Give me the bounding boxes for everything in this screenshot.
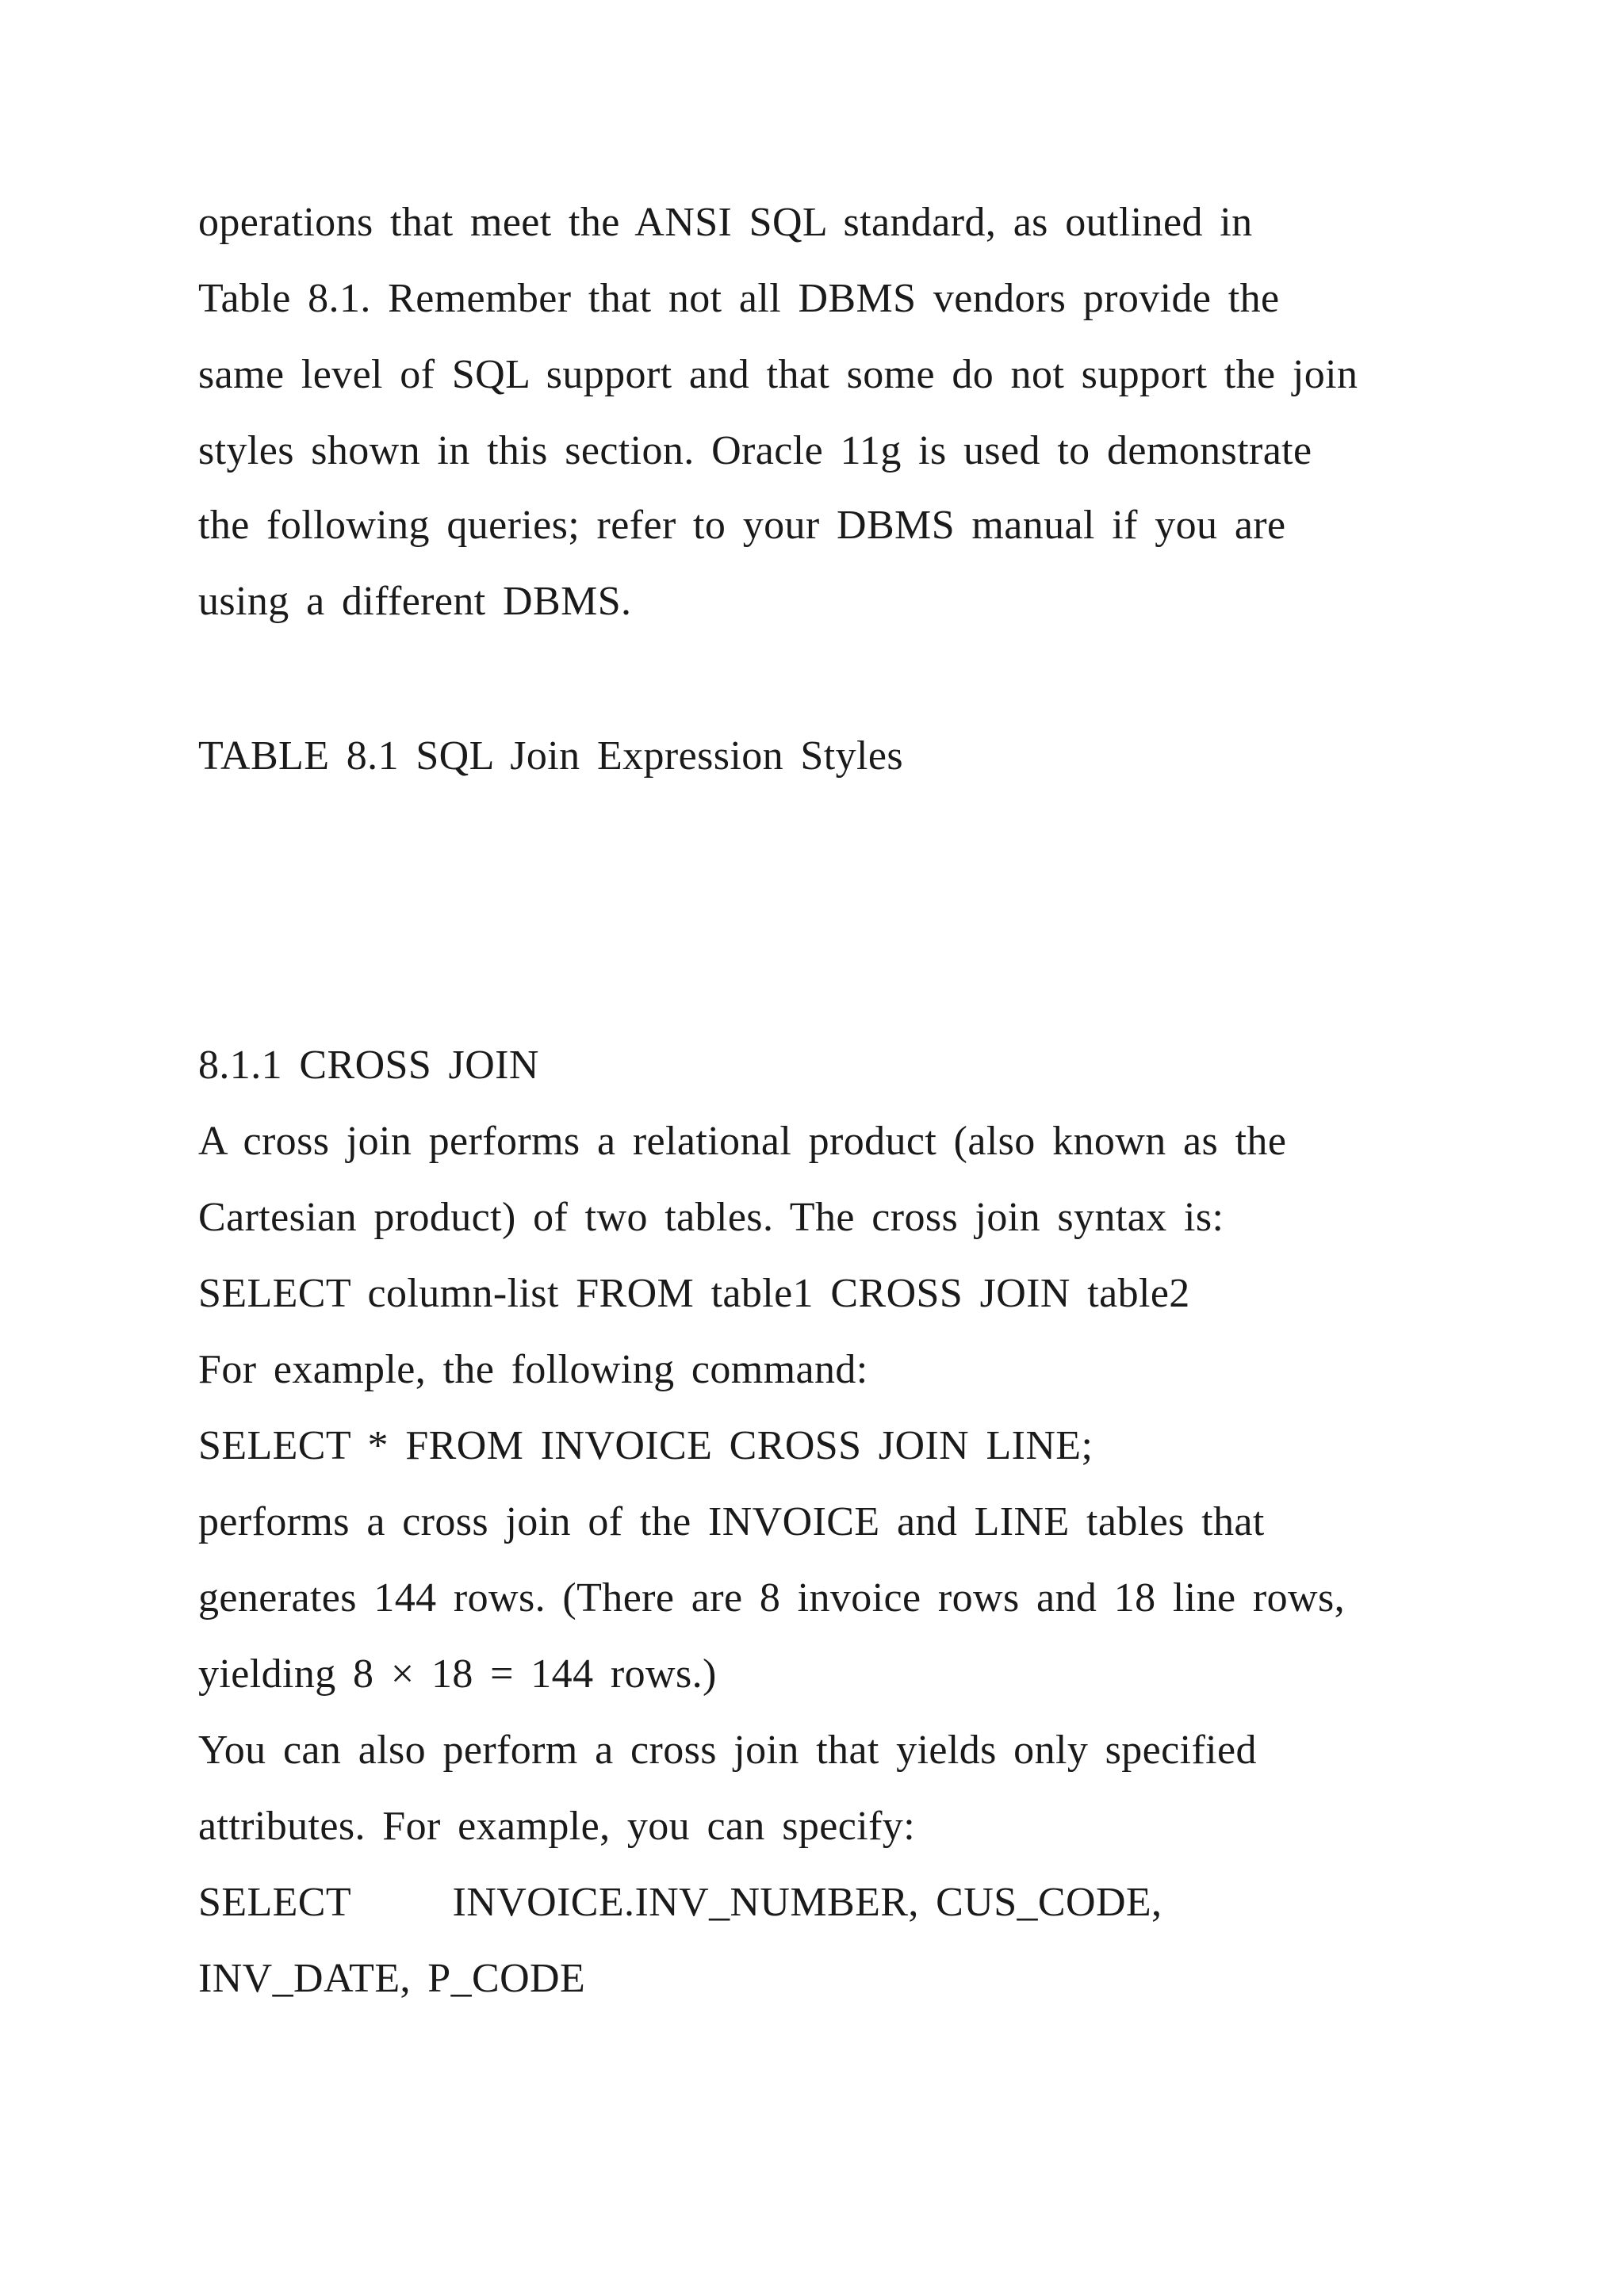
code-line-select: SELECT INVOICE.INV_NUMBER, CUS_CODE,: [198, 1880, 1162, 1925]
intro-line-5: the following queries; refer to your DBMS manual if you are: [198, 503, 1286, 548]
section-line-5: generates 144 rows. (There are 8 invoice rows and 18 line rows,: [198, 1575, 1345, 1621]
section-line-8: attributes. For example, you can specify:: [198, 1804, 916, 1849]
code-line-example: SELECT * FROM INVOICE CROSS JOIN LINE;: [198, 1423, 1094, 1468]
intro-line-1: operations that meet the ANSI SQL standard, as outlined in: [198, 200, 1253, 245]
intro-line-4: styles shown in this section. Oracle 11g is used to demonstrate: [198, 428, 1312, 473]
code-line-syntax: SELECT column-list FROM table1 CROSS JOIN table2: [198, 1271, 1190, 1316]
intro-line-3: same level of SQL support and that some do not support the join: [198, 352, 1358, 397]
section-line-4: performs a cross join of the INVOICE and LINE tables that: [198, 1499, 1265, 1544]
section-line-1: A cross join performs a relational product (also known as the: [198, 1119, 1287, 1164]
section-heading: 8.1.1 CROSS JOIN: [198, 1043, 539, 1088]
code-line-columns: INV_DATE, P_CODE: [198, 1956, 586, 2001]
section-line-2: Cartesian product) of two tables. The cross join syntax is:: [198, 1195, 1224, 1240]
table-caption: TABLE 8.1 SQL Join Expression Styles: [198, 733, 903, 779]
section-line-3: For example, the following command:: [198, 1347, 868, 1392]
section-line-7: You can also perform a cross join that yields only specified: [198, 1728, 1257, 1773]
intro-line-6: using a different DBMS.: [198, 579, 632, 624]
intro-line-2: Table 8.1. Remember that not all DBMS vendors provide the: [198, 276, 1280, 321]
section-line-6: yielding 8 × 18 = 144 rows.): [198, 1651, 717, 1697]
